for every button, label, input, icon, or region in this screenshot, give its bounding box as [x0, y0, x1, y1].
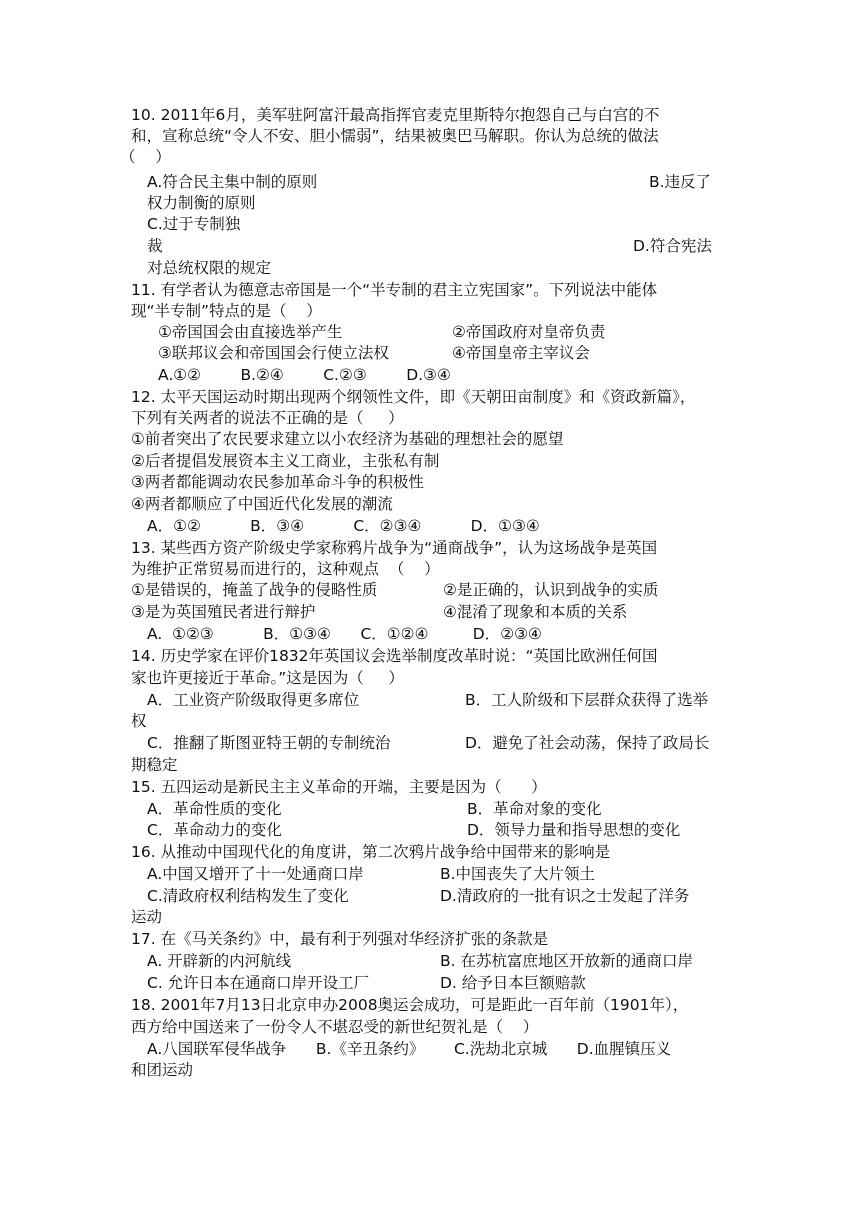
- q12-statement-3: ③两者都能调动农民参加革命斗争的积极性: [131, 473, 424, 491]
- q16-option-c: C.清政府权利结构发生了变化: [147, 887, 349, 905]
- q10-stem-line1: 10. 2011年6月，美军驻阿富汗最高指挥官麦克里斯特尔抱怨自己与白宫的不: [131, 106, 660, 124]
- q15-option-c: C．革命动力的变化: [147, 821, 282, 839]
- q10-option-a: A.符合民主集中制的原则: [147, 173, 318, 191]
- q15-option-b: B．革命对象的变化: [467, 800, 602, 818]
- q13-statement-3: ③是为英国殖民者进行辩护: [131, 603, 316, 621]
- q16-option-b: B.中国丧失了大片领土: [440, 865, 596, 883]
- q11-options: A.①② B.②④ C.②③ D.③④: [158, 366, 451, 384]
- q16-stem: 16. 从推动中国现代化的角度讲，第二次鸦片战争给中国带来的影响是: [131, 843, 611, 861]
- q11-statement-4: ④帝国皇帝主宰议会: [452, 344, 590, 362]
- q11-stem-line1: 11. 有学者认为德意志帝国是一个“半专制的君主立宪国家”。下列说法中能体: [131, 281, 658, 299]
- q12-statement-4: ④两者都顺应了中国近代化发展的潮流: [131, 495, 393, 513]
- q13-stem-line1: 13. 某些西方资产阶级史学家称鸦片战争为“通商战争”，认为这场战争是英国: [131, 539, 658, 557]
- q10-option-d-part2: 对总统权限的规定: [147, 259, 272, 277]
- q13-statement-4: ④混淆了现象和本质的关系: [443, 603, 628, 621]
- q10-stem-line2: 和，宣称总统“令人不安、胆小懦弱”，结果被奥巴马解职。你认为总统的做法: [131, 127, 659, 145]
- q15-option-d: D．领导力量和指导思想的变化: [467, 821, 681, 839]
- q12-statement-2: ②后者提倡发展资本主义工商业，主张私有制: [131, 452, 440, 470]
- q17-option-a: A. 开辟新的内河航线: [147, 952, 292, 970]
- q13-stem-line2: 为维护正常贸易而进行的，这种观点 （ ）: [131, 560, 440, 578]
- q15-stem: 15. 五四运动是新民主主义革命的开端，主要是因为（ ）: [131, 778, 547, 796]
- q18-stem-line1: 18. 2001年7月13日北京申办2008奥运会成功，可是距此一百年前（1901年），: [131, 996, 689, 1014]
- q10-option-b-part2: 权力制衡的原则: [147, 194, 256, 212]
- q10-option-b-part1: B.违反了: [649, 173, 712, 191]
- q16-option-d-part1: D.清政府的一批有识之士发起了洋务: [440, 887, 690, 905]
- q17-option-b: B. 在苏杭富庶地区开放新的通商口岸: [440, 952, 693, 970]
- q12-stem-line1: 12. 太平天国运动时期出现两个纲领性文件，即《天朝田亩制度》和《资政新篇》，: [131, 388, 696, 406]
- q11-statement-3: ③联邦议会和帝国国会行使立法权: [158, 344, 389, 362]
- q18-stem-line2: 西方给中国送来了一份令人不堪忍受的新世纪贺礼是（ ）: [131, 1018, 539, 1036]
- q17-stem: 17. 在《马关条约》中，最有利于列强对华经济扩张的条款是: [131, 930, 549, 948]
- q14-option-a: A．工业资产阶级取得更多席位: [147, 691, 360, 709]
- q14-stem-line1: 14. 历史学家在评价1832年英国议会选举制度改革时说：“英国比欧洲任何国: [131, 647, 658, 665]
- q16-option-a: A.中国又增开了十一处通商口岸: [147, 865, 364, 883]
- q14-option-c: C．推翻了斯图亚特王朝的专制统治: [147, 734, 391, 752]
- q11-statement-2: ②帝国政府对皇帝负责: [452, 323, 606, 341]
- q12-stem-line2: 下列有关两者的说法不正确的是（ ）: [131, 409, 404, 427]
- q11-stem-line2: 现“半专制”特点的是（ ）: [131, 302, 322, 320]
- q14-option-d-part2: 期稳定: [131, 756, 178, 774]
- q13-statement-1: ①是错误的，掩盖了战争的侵略性质: [131, 581, 378, 599]
- q10-option-d-part1: D.符合宪法: [633, 237, 712, 255]
- q10-answer-blank: （ ）: [120, 148, 171, 166]
- q17-option-c: C. 允许日本在通商口岸开设工厂: [147, 974, 370, 992]
- q18-options-continued: 和团运动: [131, 1061, 194, 1079]
- q14-option-d-part1: D．避免了社会动荡，保持了政局长: [465, 734, 710, 752]
- q12-options: A．①② B．③④ C．②③④ D．①③④: [147, 517, 540, 535]
- q18-options: A.八国联军侵华战争 B.《辛丑条约》 C.洗劫北京城 D.血腥镇压义: [147, 1040, 672, 1058]
- q14-stem-line2: 家也许更接近于革命。”这是因为（ ）: [131, 669, 404, 687]
- q13-options: A. ①②③ B．①③④ C．①②④ D．②③④: [147, 625, 542, 643]
- q14-option-b-part2: 权: [131, 712, 147, 730]
- q15-option-a: A．革命性质的变化: [147, 800, 282, 818]
- q13-statement-2: ②是正确的，认识到战争的实质: [443, 581, 659, 599]
- q10-option-c-part2: 裁: [147, 237, 163, 255]
- q10-option-c-part1: C.过于专制独: [147, 215, 241, 233]
- q11-statement-1: ①帝国国会由直接选举产生: [158, 323, 343, 341]
- q16-option-d-part2: 运动: [131, 908, 163, 926]
- q14-option-b-part1: B．工人阶级和下层群众获得了选举: [465, 691, 709, 709]
- q12-statement-1: ①前者突出了农民要求建立以小农经济为基础的理想社会的愿望: [131, 430, 564, 448]
- q17-option-d: D. 给予日本巨额赔款: [440, 974, 586, 992]
